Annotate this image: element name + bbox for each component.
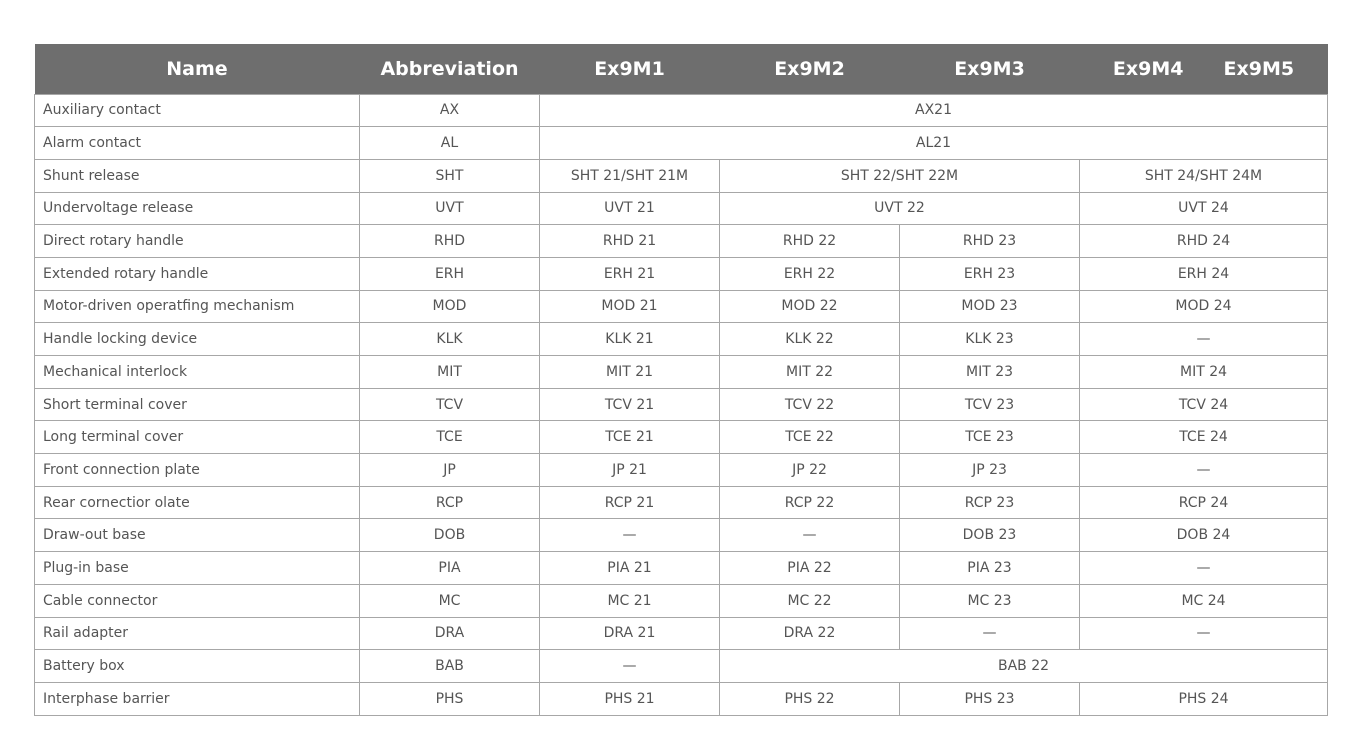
row-model-cell: UVT 22 [720, 192, 1080, 225]
row-model-cell: MOD 21 [540, 290, 720, 323]
table-row [35, 552, 1328, 585]
row-model-cell: MOD 24 [1080, 290, 1328, 323]
row-name-cell: Motor-driven operatfing mechanism [35, 290, 360, 323]
row-name-cell: Battery box [35, 650, 360, 683]
row-abbreviation-cell: TCE [360, 421, 540, 454]
row-model-cell: UVT 24 [1080, 192, 1328, 225]
table-row [35, 323, 1328, 356]
row-abbreviation-cell: DRA [360, 617, 540, 650]
row-name-cell: Alarm contact [35, 127, 360, 160]
row-model-cell: AX21 [540, 94, 1328, 127]
table-row [35, 454, 1328, 487]
table-row [35, 225, 1328, 258]
row-model-cell: ERH 22 [720, 257, 900, 290]
row-model-cell: JP 23 [900, 454, 1080, 487]
row-model-cell: PIA 23 [900, 552, 1080, 585]
row-abbreviation-cell: PHS [360, 682, 540, 715]
row-abbreviation-cell: SHT [360, 159, 540, 192]
header-row [35, 44, 1328, 94]
row-model-cell: — [1080, 323, 1328, 356]
row-model-cell: PHS 21 [540, 682, 720, 715]
row-model-cell: SHT 22/SHT 22M [720, 159, 1080, 192]
row-model-cell: SHT 21/SHT 21M [540, 159, 720, 192]
row-model-cell: MC 24 [1080, 584, 1328, 617]
row-model-cell: PIA 22 [720, 552, 900, 585]
row-model-cell: TCV 22 [720, 388, 900, 421]
table-body [35, 94, 1328, 715]
header-ex9m4: Ex9M4 [1112, 57, 1184, 80]
row-model-cell: KLK 22 [720, 323, 900, 356]
table-row [35, 650, 1328, 683]
row-model-cell: — [1080, 617, 1328, 650]
row-model-cell: — [720, 519, 900, 552]
row-model-cell: RHD 24 [1080, 225, 1328, 258]
row-model-cell: TCE 24 [1080, 421, 1328, 454]
row-model-cell: PIA 21 [540, 552, 720, 585]
row-model-cell: PHS 22 [720, 682, 900, 715]
table-row [35, 290, 1328, 323]
row-name-cell: Cable connector [35, 584, 360, 617]
row-abbreviation-cell: DOB [360, 519, 540, 552]
row-abbreviation-cell: MIT [360, 356, 540, 389]
row-abbreviation-cell: PIA [360, 552, 540, 585]
row-name-cell: Extended rotary handle [35, 257, 360, 290]
row-name-cell: Interphase barrier [35, 682, 360, 715]
row-model-cell: RCP 21 [540, 486, 720, 519]
row-abbreviation-cell: JP [360, 454, 540, 487]
row-name-cell: Mechanical interlock [35, 356, 360, 389]
row-model-cell: TCV 21 [540, 388, 720, 421]
table-row [35, 127, 1328, 160]
row-abbreviation-cell: MC [360, 584, 540, 617]
row-model-cell: MC 21 [540, 584, 720, 617]
header-ex9m2: Ex9M2 [774, 57, 845, 80]
row-abbreviation-cell: MOD [360, 290, 540, 323]
row-model-cell: TCV 23 [900, 388, 1080, 421]
row-model-cell: RCP 23 [900, 486, 1080, 519]
table-row [35, 94, 1328, 127]
row-abbreviation-cell: ERH [360, 257, 540, 290]
row-name-cell: Direct rotary handle [35, 225, 360, 258]
header-ex9m3: Ex9M3 [954, 57, 1025, 80]
row-model-cell: AL21 [540, 127, 1328, 160]
row-model-cell: MOD 22 [720, 290, 900, 323]
row-model-cell: MC 22 [720, 584, 900, 617]
row-model-cell: ERH 21 [540, 257, 720, 290]
row-model-cell: RHD 22 [720, 225, 900, 258]
row-model-cell: RHD 21 [540, 225, 720, 258]
row-name-cell: Rail adapter [35, 617, 360, 650]
table-row [35, 192, 1328, 225]
row-model-cell: — [540, 519, 720, 552]
row-model-cell: MIT 23 [900, 356, 1080, 389]
row-model-cell: — [540, 650, 720, 683]
table-header [35, 44, 1328, 94]
table-row [35, 421, 1328, 454]
row-name-cell: Long terminal cover [35, 421, 360, 454]
row-model-cell: ERH 23 [900, 257, 1080, 290]
row-model-cell: ERH 24 [1080, 257, 1328, 290]
row-model-cell: DRA 21 [540, 617, 720, 650]
header-name: Name [166, 57, 228, 80]
row-model-cell: MIT 22 [720, 356, 900, 389]
row-model-cell: JP 22 [720, 454, 900, 487]
row-model-cell: DOB 24 [1080, 519, 1328, 552]
row-model-cell: MC 23 [900, 584, 1080, 617]
row-abbreviation-cell: AL [360, 127, 540, 160]
table-row [35, 584, 1328, 617]
table-row [35, 682, 1328, 715]
row-model-cell: — [1080, 454, 1328, 487]
row-model-cell: KLK 21 [540, 323, 720, 356]
row-model-cell: KLK 23 [900, 323, 1080, 356]
row-model-cell: JP 21 [540, 454, 720, 487]
row-name-cell: Shunt release [35, 159, 360, 192]
row-abbreviation-cell: KLK [360, 323, 540, 356]
row-model-cell: UVT 21 [540, 192, 720, 225]
table-row [35, 617, 1328, 650]
row-name-cell: Rear cornectior olate [35, 486, 360, 519]
row-model-cell: MIT 24 [1080, 356, 1328, 389]
row-model-cell: MIT 21 [540, 356, 720, 389]
row-model-cell: RHD 23 [900, 225, 1080, 258]
header-ex9m1: Ex9M1 [594, 57, 665, 80]
table-row [35, 159, 1328, 192]
row-abbreviation-cell: AX [360, 94, 540, 127]
table-row [35, 388, 1328, 421]
row-name-cell: Plug-in base [35, 552, 360, 585]
row-model-cell: TCE 22 [720, 421, 900, 454]
table-row [35, 257, 1328, 290]
row-abbreviation-cell: RHD [360, 225, 540, 258]
row-model-cell: TCE 23 [900, 421, 1080, 454]
table-row [35, 486, 1328, 519]
table-row [35, 519, 1328, 552]
row-name-cell: Short terminal cover [35, 388, 360, 421]
header-ex9m4-ex9m5 [1080, 44, 1328, 94]
row-model-cell: TCV 24 [1080, 388, 1328, 421]
row-model-cell: RCP 22 [720, 486, 900, 519]
row-name-cell: Undervoltage release [35, 192, 360, 225]
header-abbreviation: Abbreviation [380, 57, 519, 80]
header-ex9m5: Ex9M5 [1223, 57, 1295, 80]
row-model-cell: — [1080, 552, 1328, 585]
accessory-table [34, 44, 1328, 716]
row-model-cell: TCE 21 [540, 421, 720, 454]
row-model-cell: DRA 22 [720, 617, 900, 650]
row-name-cell: Handle locking device [35, 323, 360, 356]
row-abbreviation-cell: UVT [360, 192, 540, 225]
row-abbreviation-cell: RCP [360, 486, 540, 519]
row-model-cell: SHT 24/SHT 24M [1080, 159, 1328, 192]
table-row [35, 356, 1328, 389]
row-abbreviation-cell: TCV [360, 388, 540, 421]
row-model-cell: DOB 23 [900, 519, 1080, 552]
row-abbreviation-cell: BAB [360, 650, 540, 683]
row-model-cell: PHS 23 [900, 682, 1080, 715]
row-name-cell: Front connection plate [35, 454, 360, 487]
row-model-cell: RCP 24 [1080, 486, 1328, 519]
row-model-cell: PHS 24 [1080, 682, 1328, 715]
row-model-cell: — [900, 617, 1080, 650]
row-model-cell: MOD 23 [900, 290, 1080, 323]
row-model-cell: BAB 22 [720, 650, 1328, 683]
row-name-cell: Draw-out base [35, 519, 360, 552]
row-name-cell: Auxiliary contact [35, 94, 360, 127]
